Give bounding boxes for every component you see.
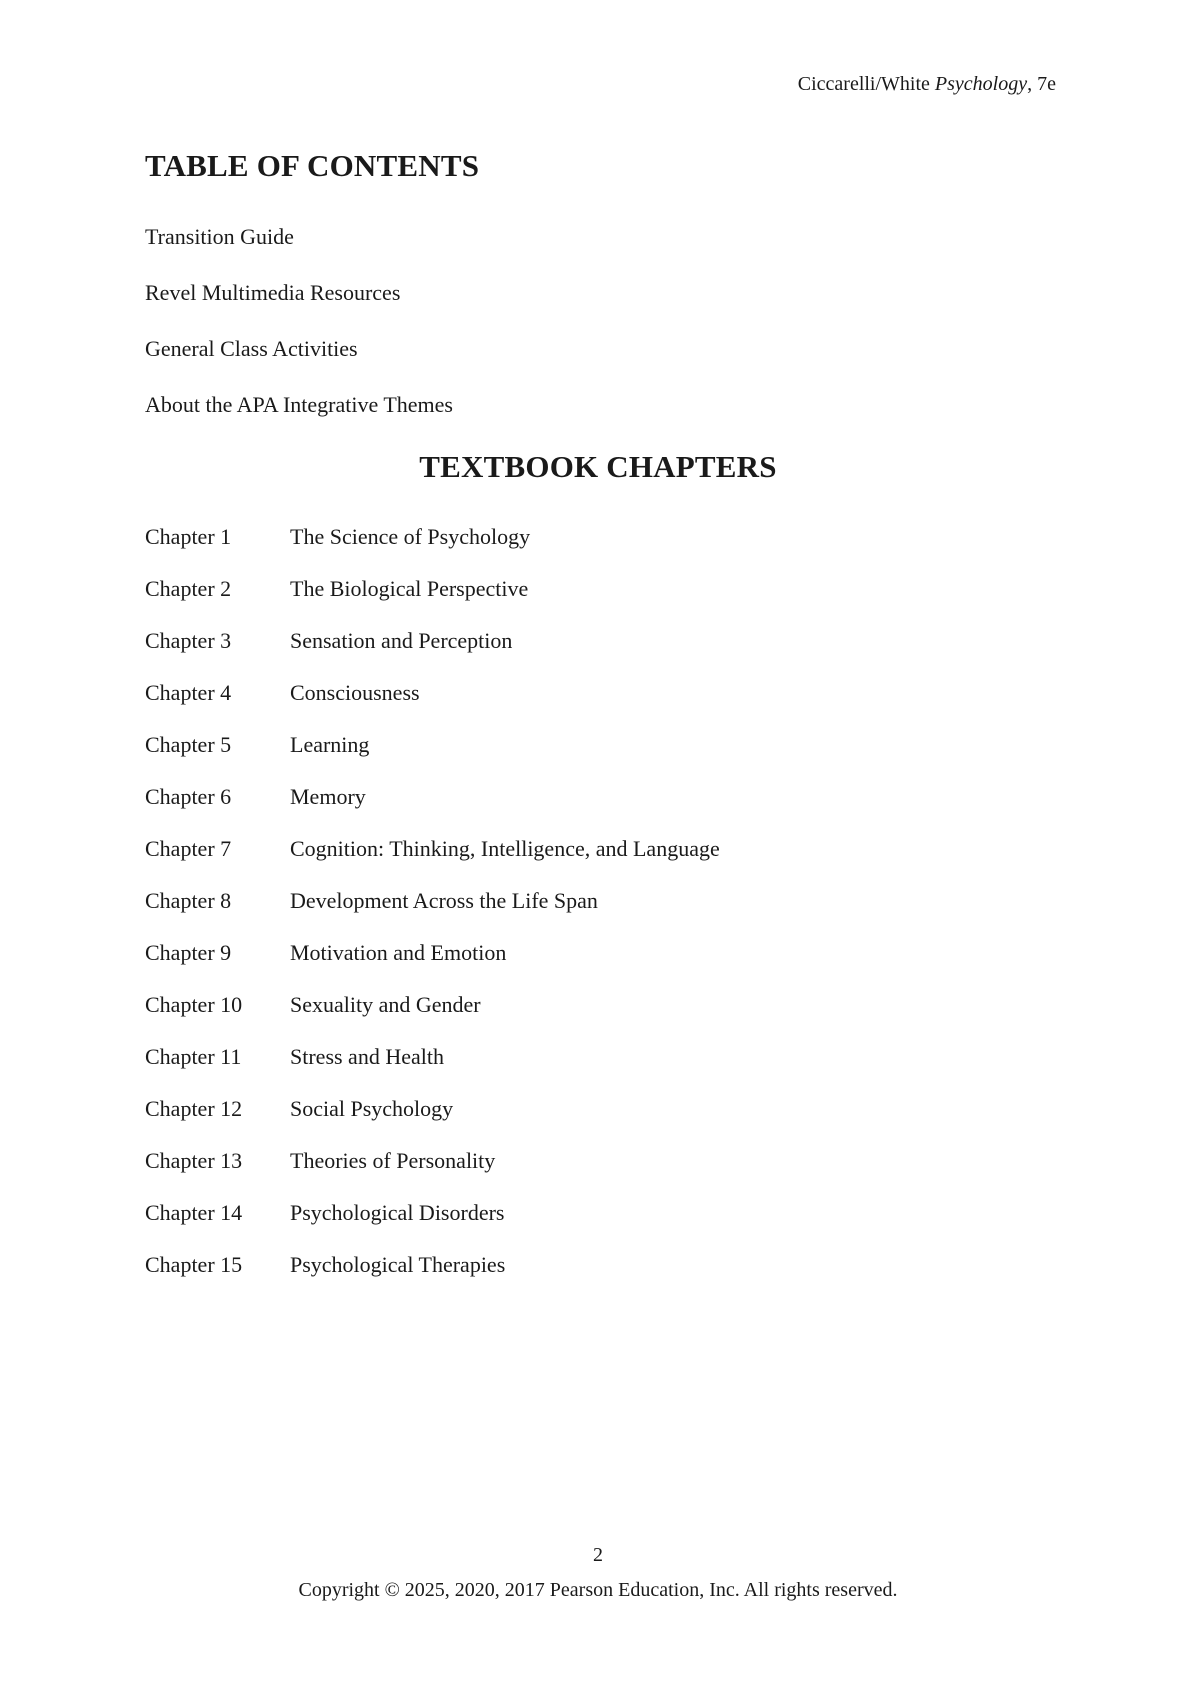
toc-item-apa-themes: About the APA Integrative Themes (145, 392, 453, 417)
chapter-number: Chapter 11 (145, 1044, 242, 1069)
chapter-row (145, 835, 720, 863)
toc-item-transition-guide: Transition Guide (145, 224, 294, 249)
chapter-row (145, 783, 720, 811)
chapter-row (145, 939, 720, 967)
chapter-title: The Biological Perspective (290, 576, 529, 601)
copyright-notice: Copyright © 2025, 2020, 2017 Pearson Education, Inc. All rights reserved. (298, 1579, 898, 1601)
chapter-number: Chapter 4 (145, 680, 232, 705)
chapter-row (145, 575, 720, 603)
chapter-number: Chapter 3 (145, 628, 232, 653)
chapter-title: Psychological Disorders (290, 1200, 505, 1225)
chapter-row (145, 731, 720, 759)
chapter-row (145, 1199, 720, 1227)
chapter-title: Motivation and Emotion (290, 940, 507, 965)
chapter-number: Chapter 9 (145, 940, 232, 965)
chapters-title: TEXTBOOK CHAPTERS (419, 449, 777, 484)
chapter-list (145, 523, 720, 1303)
chapter-row (145, 1095, 720, 1123)
header-authors: Ciccarelli/White (797, 73, 935, 95)
chapter-title: Sexuality and Gender (290, 992, 481, 1017)
chapter-number: Chapter 7 (145, 836, 232, 861)
chapter-number: Chapter 5 (145, 732, 232, 757)
page-number: 2 (593, 1544, 603, 1566)
chapter-row (145, 523, 720, 551)
running-header (798, 72, 1056, 96)
chapter-title: Learning (290, 732, 370, 757)
chapter-row (145, 887, 720, 915)
chapter-title: Social Psychology (290, 1096, 454, 1121)
chapter-row (145, 1147, 720, 1175)
chapter-number: Chapter 13 (145, 1148, 243, 1173)
chapter-title: Cognition: Thinking, Intelligence, and Language (290, 836, 720, 861)
chapter-number: Chapter 6 (145, 784, 232, 809)
chapter-number: Chapter 1 (145, 524, 232, 549)
front-matter-list (145, 223, 453, 447)
chapter-title: Psychological Therapies (290, 1252, 506, 1277)
chapter-title: Development Across the Life Span (290, 888, 598, 913)
chapter-row (145, 1043, 720, 1071)
chapter-number: Chapter 14 (145, 1200, 243, 1225)
chapter-number: Chapter 15 (145, 1252, 243, 1277)
chapter-row (145, 1251, 720, 1279)
header-edition: , 7e (1027, 73, 1056, 95)
chapter-row (145, 627, 720, 655)
chapter-row (145, 679, 720, 707)
chapter-title: Consciousness (290, 680, 420, 705)
chapter-row (145, 991, 720, 1019)
chapter-number: Chapter 8 (145, 888, 232, 913)
chapter-number: Chapter 2 (145, 576, 232, 601)
chapter-number: Chapter 12 (145, 1096, 243, 1121)
toc-item-class-activities: General Class Activities (145, 336, 358, 361)
chapter-title: Theories of Personality (290, 1148, 496, 1173)
header-book-title: Psychology (934, 73, 1028, 95)
chapter-title: Memory (290, 784, 366, 809)
chapter-title: Stress and Health (290, 1044, 444, 1069)
toc-item-revel-resources: Revel Multimedia Resources (145, 280, 401, 305)
chapter-title: Sensation and Perception (290, 628, 513, 653)
toc-title: TABLE OF CONTENTS (145, 148, 480, 183)
chapter-number: Chapter 10 (145, 992, 243, 1017)
chapter-title: The Science of Psychology (290, 524, 531, 549)
